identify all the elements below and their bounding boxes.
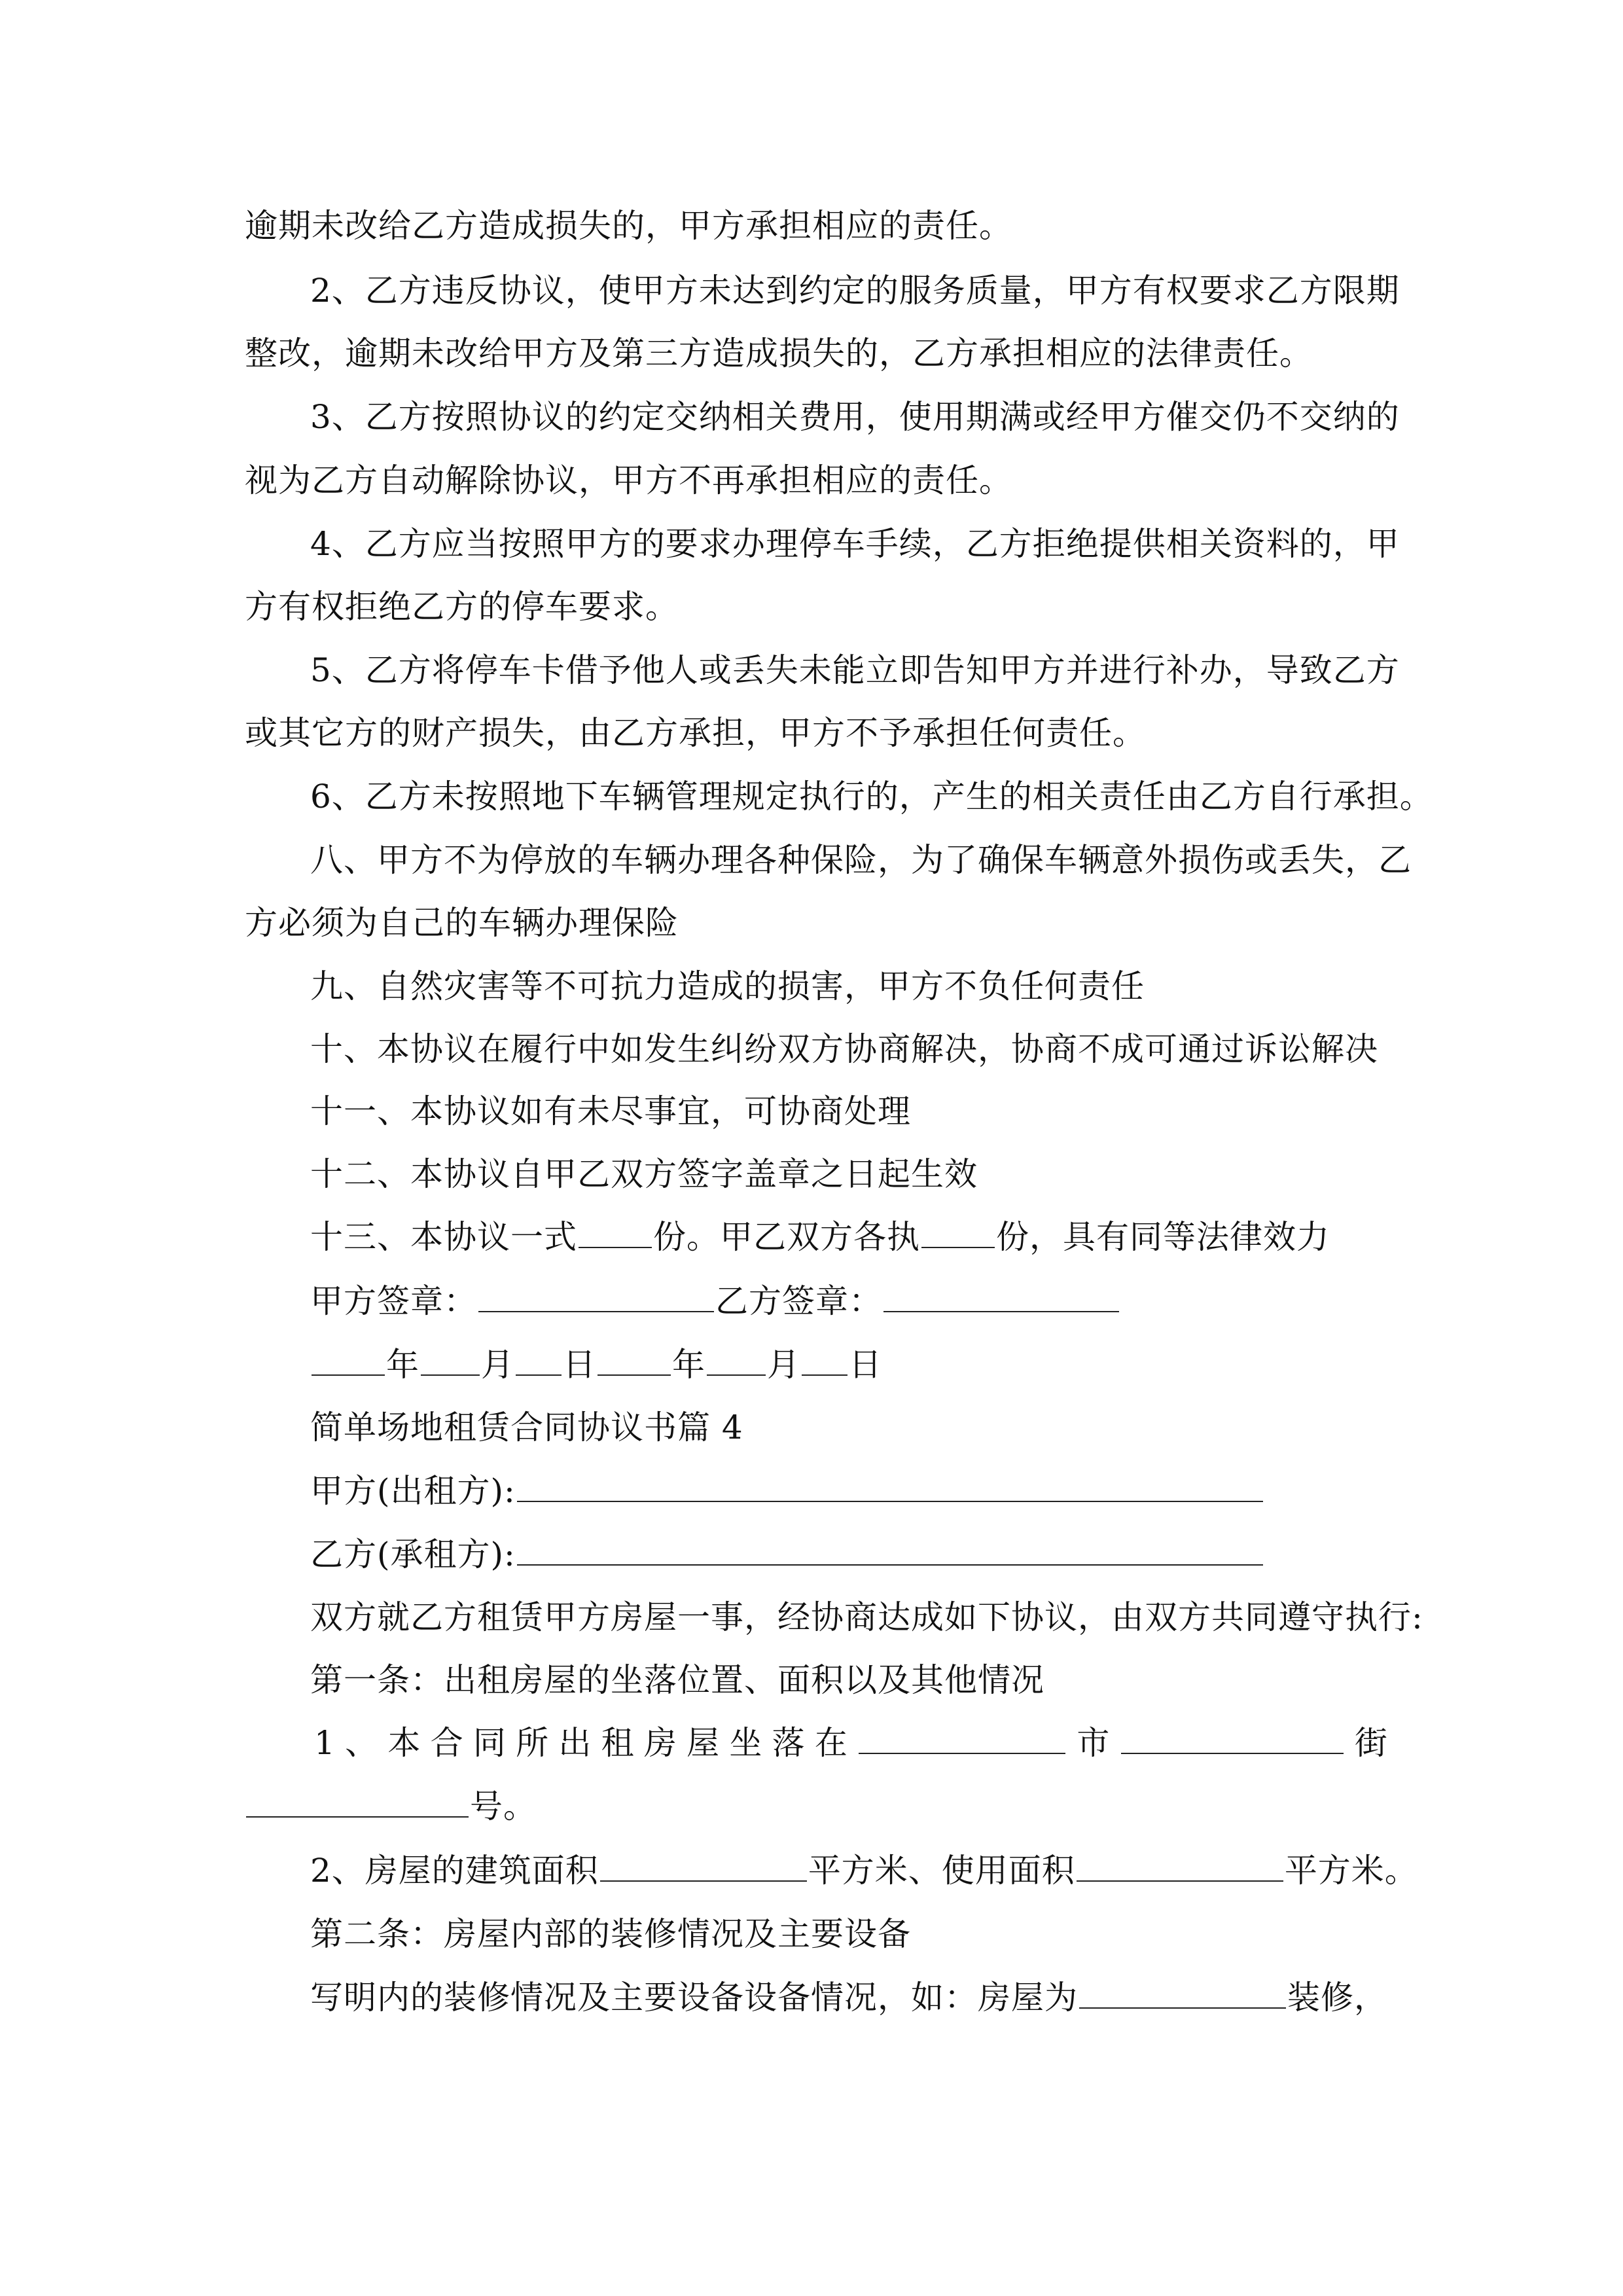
clause-2-line-2: 整改，逾期未改给甲方及第三方造成损失的，乙方承担相应的法律责任。 [245, 334, 1313, 372]
month-label: 月 [767, 1346, 800, 1384]
article-13-text-c: 份，具有同等法律效力 [996, 1218, 1330, 1256]
date-line [310, 1345, 882, 1384]
year-label: 年 [386, 1346, 419, 1384]
decoration-suffix: 装修， [1287, 1979, 1387, 2017]
location-char: 1 [314, 1724, 335, 1762]
clause-5-line-1: 5、乙方将停车卡借予他人或丢失未能立即告知甲方并进行补办，导致乙方 [310, 651, 1400, 689]
signature-line [310, 1282, 1120, 1321]
article-13-text-b: 份。甲乙双方各执 [653, 1218, 920, 1256]
day-label: 日 [563, 1346, 596, 1384]
party-b-signature-blank[interactable] [883, 1282, 1119, 1312]
article-two-heading: 第二条：房屋内部的装修情况及主要设备 [310, 1915, 911, 1953]
decoration-blank[interactable] [1079, 1979, 1286, 2009]
party-a-label: 甲方(出租方): [310, 1472, 516, 1510]
party-b-signature-label: 乙方签章： [715, 1282, 882, 1320]
building-area-label: 2、房屋的建筑面积 [310, 1852, 599, 1890]
clause-4-line-1: 4、乙方应当按照甲方的要求办理停车手续，乙方拒绝提供相关资料的，甲 [310, 525, 1400, 563]
location-char: 、 [345, 1724, 378, 1762]
clause-4-line-2: 方有权拒绝乙方的停车要求。 [245, 588, 679, 626]
party-b-month-blank[interactable] [707, 1346, 766, 1376]
decoration-text: 写明内的装修情况及主要设备设备情况，如：房屋为 [310, 1979, 1078, 2017]
paragraph-line: 逾期未改给乙方造成损失的，甲方承担相应的责任。 [245, 207, 1012, 245]
usable-area-blank[interactable] [1077, 1852, 1283, 1882]
article-11-line: 十一、本协议如有未尽事宜，可协商处理 [310, 1092, 911, 1130]
party-a-blank[interactable] [517, 1472, 1263, 1502]
usable-area-label: 平方米、使用面积 [808, 1852, 1075, 1890]
article-13-text-a: 十三、本协议一式 [310, 1218, 577, 1256]
location-char: 所 [516, 1724, 549, 1762]
article-one-heading: 第一条：出租房屋的坐落位置、面积以及其他情况 [310, 1661, 1044, 1699]
clause-6-line: 6、乙方未按照地下车辆管理规定执行的，产生的相关责任由乙方自行承担。 [310, 778, 1433, 816]
location-char: 在 [814, 1724, 847, 1762]
article-12-line: 十二、本协议自甲乙双方签字盖章之日起生效 [310, 1155, 978, 1193]
clause-2-line-1: 2、乙方违反协议，使甲方未达到约定的服务质量，甲方有权要求乙方限期 [310, 272, 1400, 310]
location-char: 出 [558, 1724, 592, 1762]
location-char: 同 [473, 1724, 506, 1762]
party-a-signature-blank[interactable] [478, 1282, 714, 1312]
month-label: 月 [481, 1346, 514, 1384]
location-line [314, 1723, 1387, 1763]
party-a-day-blank[interactable] [516, 1346, 562, 1376]
street-label: 街 [1354, 1724, 1387, 1762]
party-a-year-blank[interactable] [312, 1346, 385, 1376]
location-char: 坐 [729, 1724, 762, 1762]
party-b-line [310, 1535, 1264, 1574]
location-char: 本 [387, 1724, 421, 1762]
clause-3-line-2: 视为乙方自动解除协议，甲方不再承担相应的责任。 [245, 461, 1012, 499]
location-char: 落 [772, 1724, 805, 1762]
party-a-month-blank[interactable] [421, 1346, 480, 1376]
article-13-line [310, 1217, 1330, 1257]
article-9-line: 九、自然灾害等不可抗力造成的损害，甲方不负任何责任 [310, 967, 1145, 1005]
copies-each-blank[interactable] [921, 1218, 995, 1248]
section-title: 简单场地租赁合同协议书篇 4 [310, 1408, 743, 1446]
party-b-label: 乙方(承租方): [310, 1535, 516, 1573]
copies-total-blank[interactable] [579, 1218, 652, 1248]
party-b-year-blank[interactable] [597, 1346, 671, 1376]
building-area-blank[interactable] [600, 1852, 807, 1882]
street-blank[interactable] [1121, 1724, 1344, 1754]
location-char: 合 [430, 1724, 463, 1762]
party-b-day-blank[interactable] [802, 1346, 847, 1376]
house-number-label: 号。 [470, 1787, 537, 1825]
party-a-signature-label: 甲方签章： [310, 1282, 477, 1320]
area-unit-label: 平方米。 [1284, 1852, 1418, 1890]
area-line [310, 1851, 1418, 1890]
house-number-line [245, 1787, 537, 1826]
house-number-blank[interactable] [246, 1787, 469, 1818]
party-b-blank[interactable] [517, 1535, 1263, 1566]
year-label: 年 [672, 1346, 705, 1384]
article-10-line: 十、本协议在履行中如发生纠纷双方协商解决，协商不成可通过诉讼解决 [310, 1030, 1378, 1068]
agreement-intro-line: 双方就乙方租赁甲方房屋一事，经协商达成如下协议，由双方共同遵守执行: [310, 1598, 1423, 1636]
city-blank[interactable] [859, 1724, 1065, 1754]
clause-5-line-2: 或其它方的财产损失，由乙方承担，甲方不予承担任何责任。 [245, 714, 1146, 752]
clause-3-line-1: 3、乙方按照协议的约定交纳相关费用，使用期满或经甲方催交仍不交纳的 [310, 398, 1400, 436]
location-char: 租 [601, 1724, 634, 1762]
party-a-line [310, 1471, 1264, 1511]
decoration-line [310, 1978, 1387, 2017]
city-label: 市 [1077, 1724, 1110, 1762]
day-label: 日 [849, 1346, 882, 1384]
article-8-line-1: 八、甲方不为停放的车辆办理各种保险，为了确保车辆意外损伤或丢失，乙 [310, 841, 1412, 879]
article-8-line-2: 方必须为自己的车辆办理保险 [245, 904, 679, 942]
location-char: 屋 [687, 1724, 720, 1762]
location-char: 房 [643, 1724, 677, 1762]
